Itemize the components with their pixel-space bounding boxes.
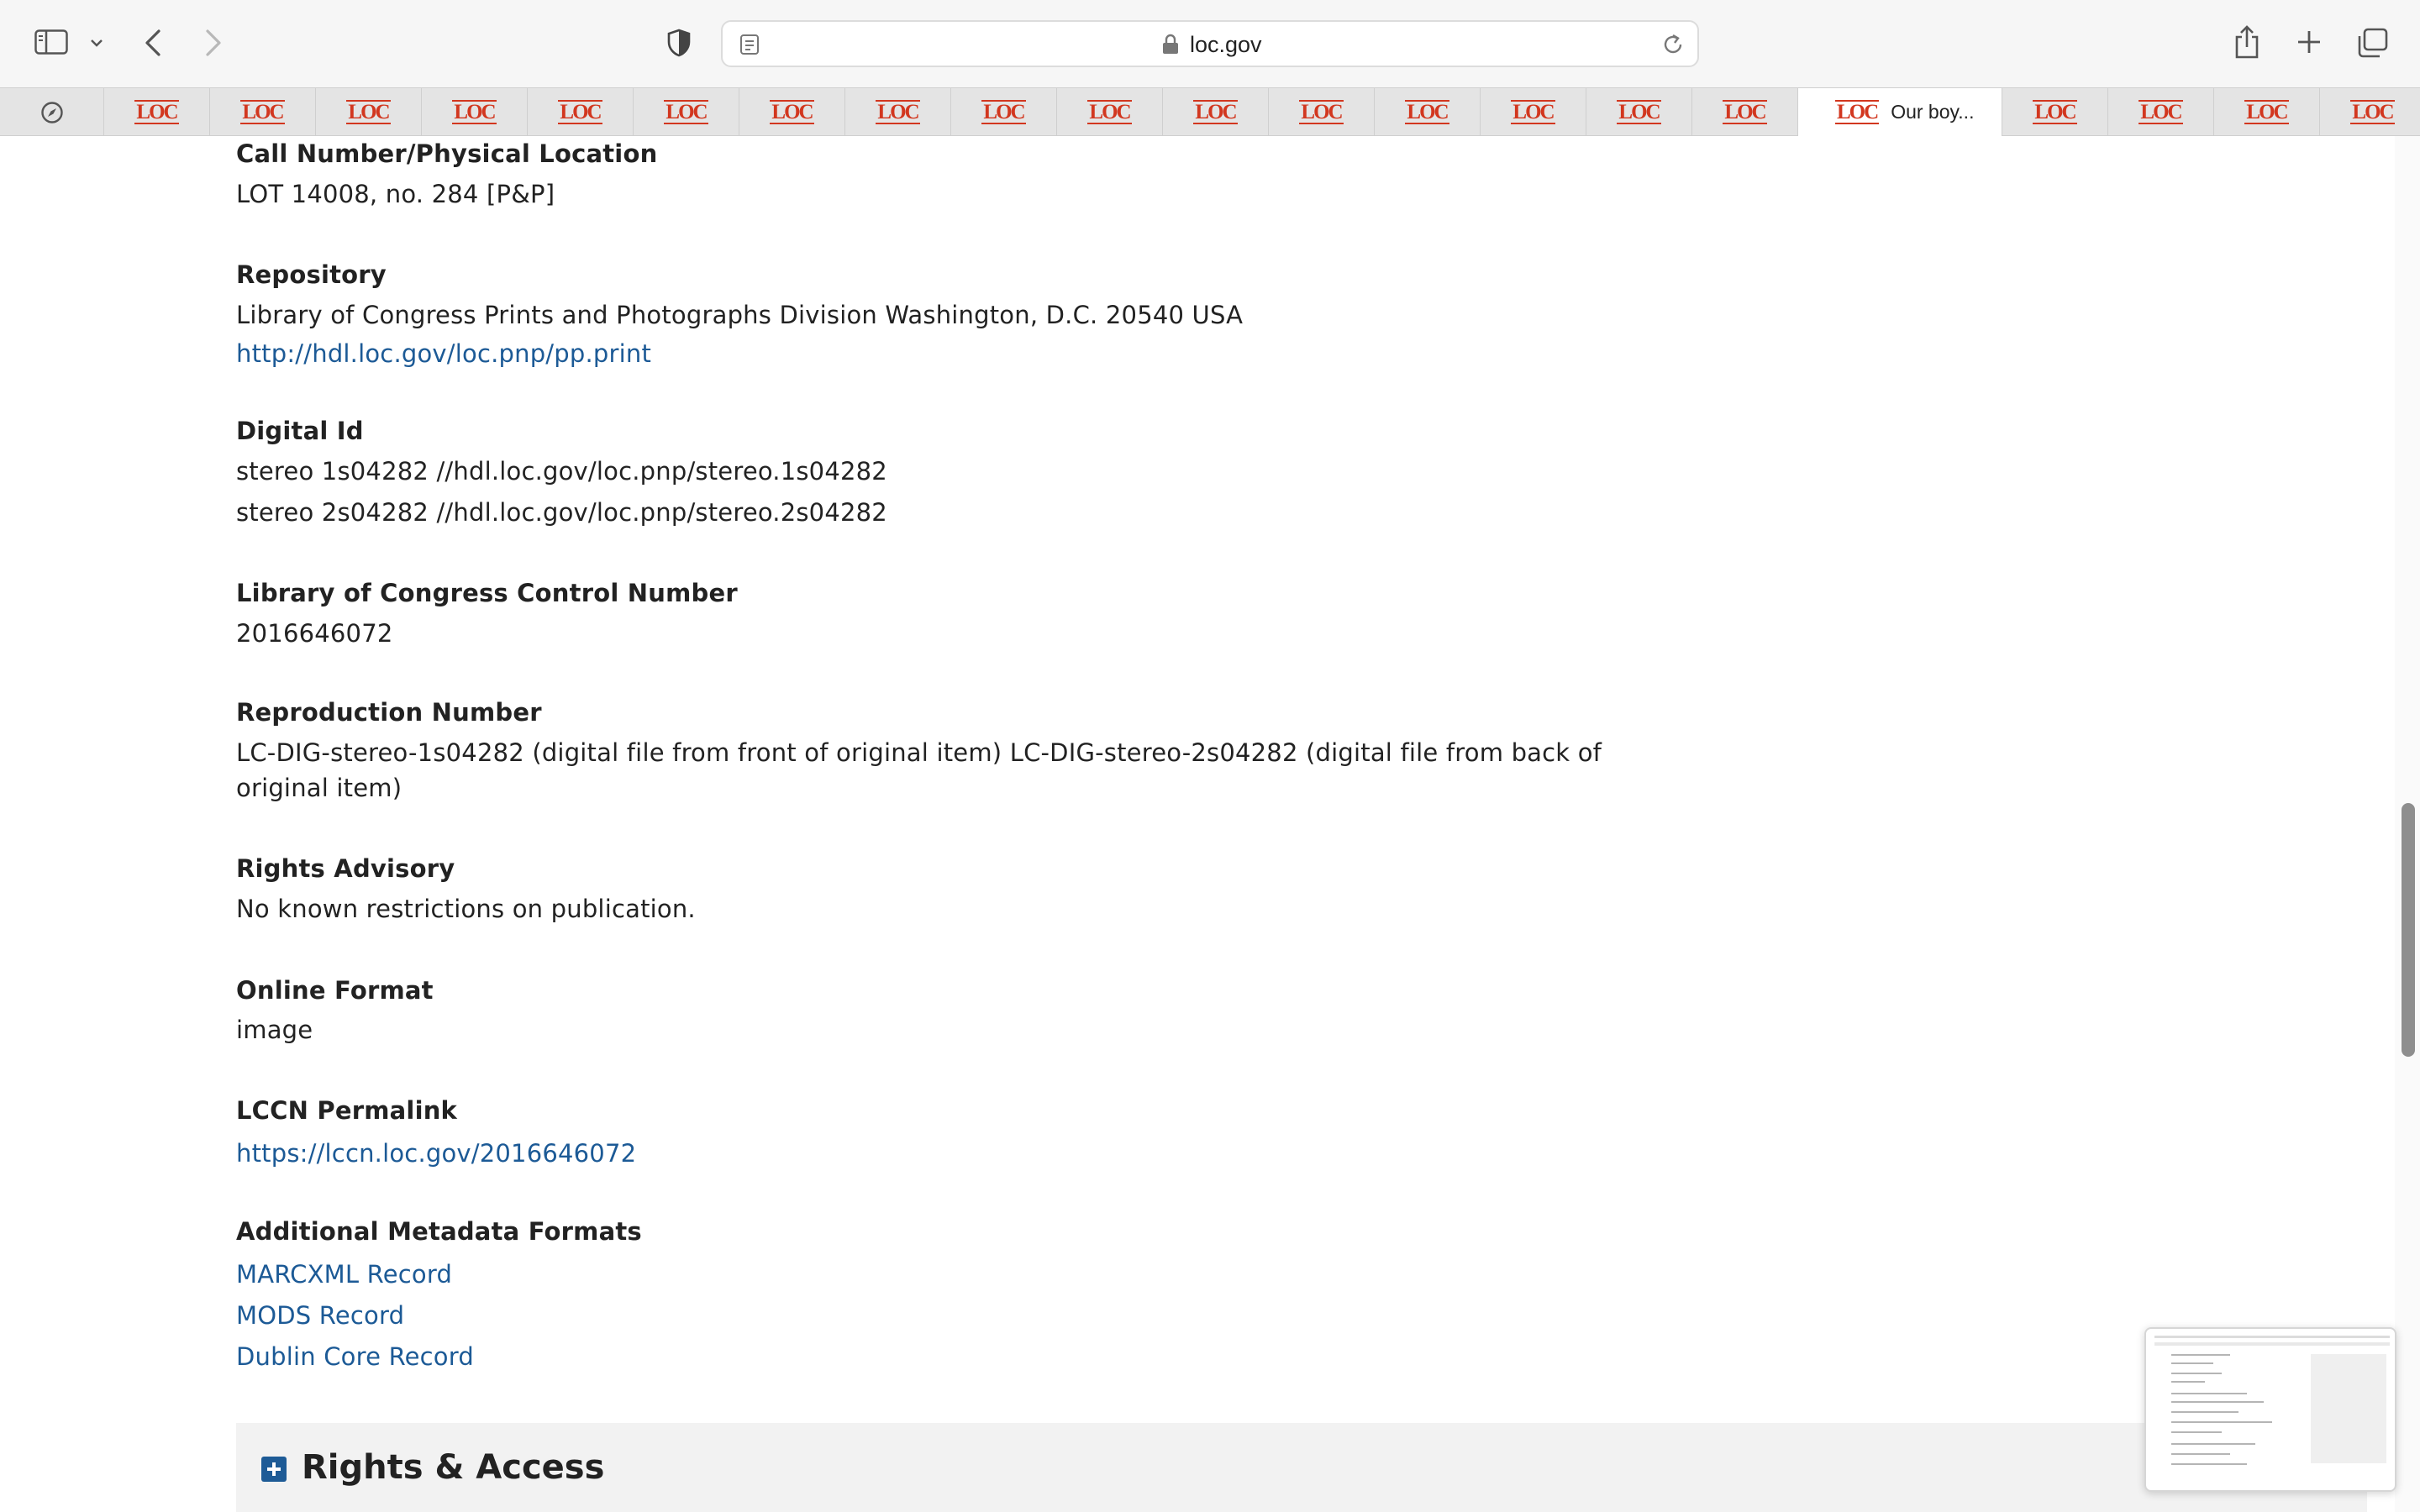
sidebar-menu-button[interactable] [84,29,109,57]
loc-favicon-icon: LOC [1089,101,1130,123]
tab-loc[interactable] [2108,88,2214,136]
tab-bar [0,87,2420,136]
rights-access-title: Rights & Access [302,1448,605,1487]
loc-favicon-icon: LOC [242,101,283,123]
tab-loc[interactable] [1269,88,1375,136]
page-content [0,136,2420,1512]
online-format-heading: Online Format [236,976,434,1005]
reproduction-heading: Reproduction Number [236,698,542,727]
rights-advisory-value: No known restrictions on publication. [236,895,696,923]
sidebar-toggle-button[interactable] [32,25,71,59]
loc-favicon-icon: LOC [136,101,177,123]
tab-active[interactable] [1798,88,2002,136]
digital-id-value-1: stereo 1s04282 //hdl.loc.gov/loc.pnp/stereo.1s04282 [236,457,887,486]
loc-favicon-icon: LOC [2034,101,2075,123]
loc-favicon-icon: LOC [1512,101,1554,123]
lock-icon [1161,34,1180,55]
repository-link[interactable]: http://hdl.loc.gov/loc.pnp/pp.print [236,339,652,368]
loc-favicon-icon: LOC [560,101,601,123]
expand-plus-icon[interactable] [261,1457,287,1482]
tab-loc[interactable] [1586,88,1692,136]
repository-value: Library of Congress Prints and Photographs Division Washington, D.C. 20540 USA [236,301,1244,329]
tab-loc[interactable] [845,88,951,136]
call-number-heading: Call Number/Physical Location [236,139,658,168]
browser-toolbar [0,0,2420,87]
plus-icon [2296,29,2322,55]
loc-favicon-icon: LOC [2352,101,2393,123]
chevron-down-icon [90,38,103,48]
share-icon [2233,24,2261,60]
tab-loc[interactable] [2320,88,2420,136]
sidebar-icon [34,29,68,55]
tab-loc[interactable] [1057,88,1163,136]
metadata-formats-heading: Additional Metadata Formats [236,1217,642,1246]
reproduction-value-line-2: original item) [236,774,402,802]
lccn-heading: Library of Congress Control Number [236,579,738,607]
scrollbar-thumb[interactable] [2402,803,2415,1057]
loc-favicon-icon: LOC [1618,101,1660,123]
page-thumbnail-preview[interactable] [2144,1327,2396,1492]
tab-loc[interactable] [422,88,528,136]
tab-loc[interactable] [739,88,845,136]
tab-loc[interactable] [1481,88,1586,136]
loc-favicon-icon: LOC [1837,101,1878,123]
lccn-value: 2016646072 [236,619,393,648]
tab-loc[interactable] [210,88,316,136]
marcxml-record-link[interactable]: MARCXML Record [236,1260,453,1289]
chevron-right-icon [204,29,223,57]
rights-advisory-heading: Rights Advisory [236,854,455,883]
loc-favicon-icon: LOC [2140,101,2181,123]
tab-loc[interactable] [316,88,422,136]
tab-loc[interactable] [2214,88,2320,136]
loc-favicon-icon: LOC [1195,101,1236,123]
tab-loc[interactable] [1163,88,1269,136]
call-number-value: LOT 14008, no. 284 [P&P] [236,180,555,208]
loc-favicon-icon: LOC [771,101,813,123]
tab-overview-button[interactable] [2353,25,2391,60]
page-menu-icon[interactable] [739,34,760,55]
rights-access-section[interactable] [236,1423,2367,1512]
digital-id-heading: Digital Id [236,417,364,445]
shield-icon [666,29,692,57]
loc-favicon-icon: LOC [1407,101,1448,123]
lccn-permalink-link[interactable]: https://lccn.loc.gov/2016646072 [236,1139,637,1168]
mods-record-link[interactable]: MODS Record [236,1301,405,1330]
online-format-value: image [236,1016,313,1044]
reload-icon[interactable] [1660,32,1686,57]
tab-loc[interactable] [951,88,1057,136]
tab-overview-icon [2356,28,2388,58]
forward-button[interactable] [197,25,230,60]
loc-favicon-icon: LOC [348,101,389,123]
loc-favicon-icon: LOC [2246,101,2287,123]
loc-favicon-icon: LOC [983,101,1024,123]
compass-icon [40,101,64,124]
dublin-core-record-link[interactable]: Dublin Core Record [236,1342,474,1371]
tab-loc[interactable] [1375,88,1481,136]
loc-favicon-icon: LOC [454,101,495,123]
loc-favicon-icon: LOC [877,101,918,123]
reproduction-value-line-1: LC-DIG-stereo-1s04282 (digital file from front of original item) LC-DIG-stereo-2s04282 (digital file from back of [236,738,1602,767]
tab-loc[interactable] [2002,88,2108,136]
privacy-report-button[interactable] [662,25,696,60]
repository-heading: Repository [236,260,387,289]
tab-loc[interactable] [528,88,634,136]
loc-favicon-icon: LOC [666,101,707,123]
address-text: loc.gov [1190,32,1262,57]
share-button[interactable] [2228,22,2265,62]
loc-favicon-icon: LOC [1301,101,1342,123]
lccn-permalink-heading: LCCN Permalink [236,1096,458,1125]
address-bar[interactable] [721,20,1699,67]
tab-loc[interactable] [634,88,739,136]
loc-favicon-icon: LOC [1724,101,1765,123]
new-tab-button[interactable] [2291,24,2328,60]
tab-start-page[interactable] [0,88,104,136]
tab-loc[interactable] [104,88,210,136]
back-button[interactable] [136,25,170,60]
tab-title: Our boy... [1891,101,1975,123]
chevron-left-icon [144,29,162,57]
tab-loc[interactable] [1692,88,1798,136]
digital-id-value-2: stereo 2s04282 //hdl.loc.gov/loc.pnp/stereo.2s04282 [236,498,887,527]
